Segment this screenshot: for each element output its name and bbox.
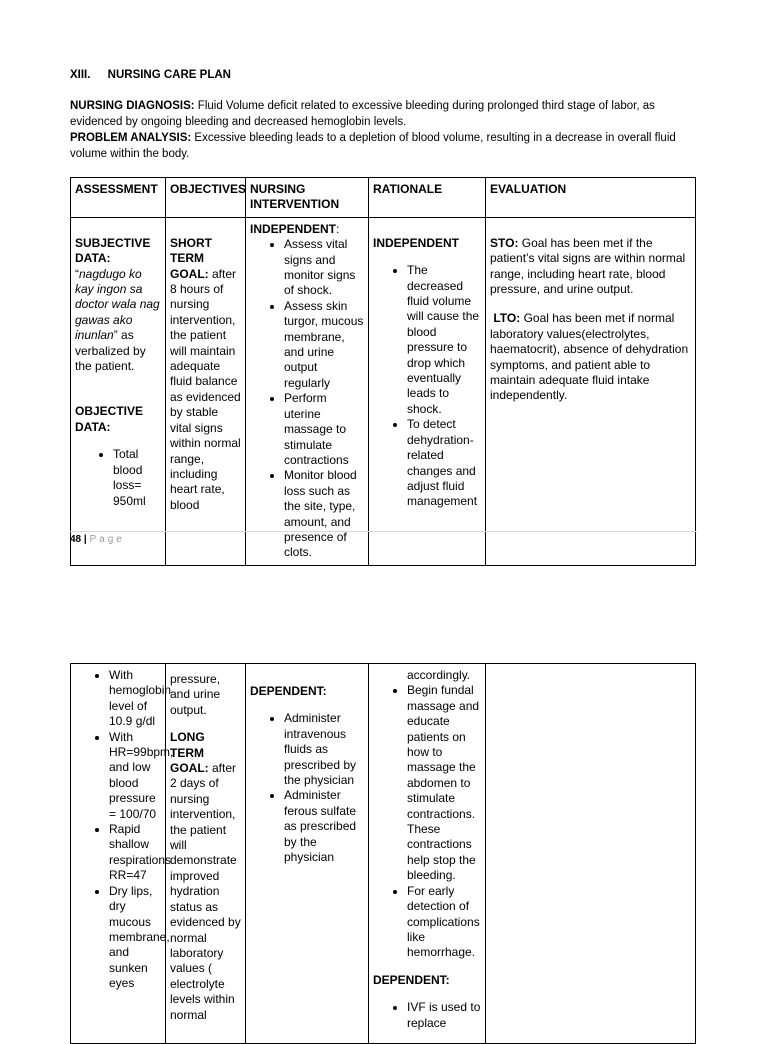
rationale-item: • The decreased fluid volume will cause the blood pressure to drop which eventually leads to shock.: [407, 263, 481, 417]
header-evaluation: EVALUATION: [486, 178, 696, 218]
section-number: XIII.: [70, 69, 91, 81]
objective-item: • With hemoglobin level of 10.9 g/dl: [109, 668, 161, 730]
page-word: Page: [89, 534, 125, 545]
independent-label: INDEPENDENT: [250, 221, 337, 236]
rationale-cell-cont: [369, 664, 486, 1044]
care-plan-table-page2: [70, 663, 696, 1044]
analysis-label: PROBLEM ANALYSIS:: [70, 132, 192, 144]
rationale-item: • To detect dehydration-related changes and adjust fluid management: [407, 417, 481, 509]
intervention-cell-cont: [246, 664, 369, 1044]
intervention-item: • Perform uterine massage to stimulate contractions: [284, 391, 364, 468]
objectives-cell-cont: [166, 664, 246, 1044]
dependent-item: • Administer ferous sulfate as prescribed by the physician: [284, 788, 364, 865]
eval-sto-label: STO:: [490, 235, 519, 250]
header-objectives: OBJECTIVES: [166, 178, 246, 218]
rationale-dependent-item: • IVF is used to replace: [407, 1000, 481, 1031]
lto-goal-label: LONG TERM GOAL:: [170, 730, 209, 776]
sto-goal-label: SHORT TERM GOAL:: [170, 235, 212, 281]
intervention-item: • Monitor blood loss such as the site, type, amount, and presence of clots.: [284, 468, 364, 560]
section-title: [70, 69, 245, 81]
subjective-tail: as verbalized by the patient.: [75, 328, 146, 374]
rationale-independent-label: INDEPENDENT: [373, 235, 460, 250]
objective-item: • Rapid shallow respirations RR=47: [109, 822, 161, 884]
objectives-cell: [166, 217, 246, 565]
intervention-item: • Assess skin turgor, mucous membrane, and urine output regularly: [284, 299, 364, 391]
intervention-cell: INDEPENDENT: • Assess vital signs and monitor signs of shock. • Assess skin turgor, mucous membrane, and urine output regularly • Perform uterine massage to stimulate contractions • Monitor blood loss such as the site, type, amount, and presence of clots.: [246, 217, 369, 565]
objective-item: • With HR=99bpm, and low blood pressure = 100/70: [109, 730, 161, 822]
objective-item: • Dry lips, dry mucous membrane, and sunken eyes: [109, 884, 161, 992]
rationale-cont-text: accordingly.: [407, 668, 471, 682]
assessment-cell: SUBJECTIVE DATA: “nagdugo ko kay ingon sa doctor wala nag gawas ako inunlan” as verbalized by the patient. OBJECTIVE DATA: • Total blood loss= 950ml: [71, 217, 166, 565]
diagnosis-text: Fluid Volume deficit related to excessive bleeding during prolonged third stage of labor, as evidenced by ongoing bleeding and decreased hemoglobin levels.: [70, 100, 655, 128]
eval-lto-text: Goal has been met if normal laboratory values(electrolytes, haematocrit), absence of dehydration symptoms, and patient able to maintain adequate fluid intake independently.: [490, 311, 689, 403]
dependent-item: • Administer intravenous fluids as prescribed by the physician: [284, 711, 364, 788]
objective-label: OBJECTIVE DATA:: [75, 404, 144, 434]
footer-rule: [70, 531, 697, 532]
lto-goal-text: after 2 days of nursing intervention, the patient will demonstrate improved hydration status as evidenced by normal laboratory values ( electrolyte levels within normal: [170, 761, 241, 1022]
rationale-item: • For early detection of complications like hemorrhage.: [407, 884, 481, 961]
sto-goal-text: after 8 hours of nursing intervention, the patient will maintain adequate fluid balance as evidenced by stable vital signs within normal range, including heart rate, blood: [170, 266, 241, 512]
analysis-text: Excessive bleeding leads to a depletion of blood volume, resulting in a decrease in overall fluid volume within the body.: [70, 132, 676, 160]
diagnosis-label: NURSING DIAGNOSIS:: [70, 100, 195, 112]
evaluation-cell-cont: [486, 664, 696, 1044]
intervention-item: • Assess vital signs and monitor signs of shock.: [284, 237, 364, 299]
rationale-cell: [369, 217, 486, 565]
assessment-cell-cont: [71, 664, 174, 1044]
problem-analysis: [70, 130, 700, 162]
nursing-diagnosis: [70, 98, 700, 130]
section-heading: NURSING CARE PLAN: [107, 69, 231, 81]
header-rationale: RATIONALE: [369, 178, 486, 218]
dependent-label: DEPENDENT:: [250, 684, 327, 698]
care-plan-table-page1: [70, 177, 696, 566]
eval-sto-text: Goal has been met if the patient’s vital signs are within normal range, including heart rate, blood pressure, and urine output.: [490, 235, 686, 297]
sto-goal-cont: pressure, and urine output.: [170, 672, 221, 717]
page-footer: [70, 534, 125, 545]
header-assessment: ASSESSMENT: [71, 178, 166, 218]
page-number: 48 |: [70, 534, 87, 545]
subjective-label: SUBJECTIVE DATA:: [75, 235, 151, 266]
rationale-dependent-label: DEPENDENT:: [373, 972, 450, 987]
objective-item: • Total blood loss= 950ml: [113, 447, 161, 509]
header-nursing-intervention: NURSING INTERVENTION: [246, 178, 369, 218]
subjective-quote: nagdugo ko kay ingon sa doctor wala nag gawas ako inunlan: [75, 266, 160, 343]
evaluation-cell: [486, 217, 696, 565]
rationale-item: • Begin fundal massage and educate patients on how to massage the abdomen to stimulate contractions. These contractions help stop the bleeding.: [407, 683, 481, 883]
eval-lto-label: LTO:: [493, 311, 521, 326]
